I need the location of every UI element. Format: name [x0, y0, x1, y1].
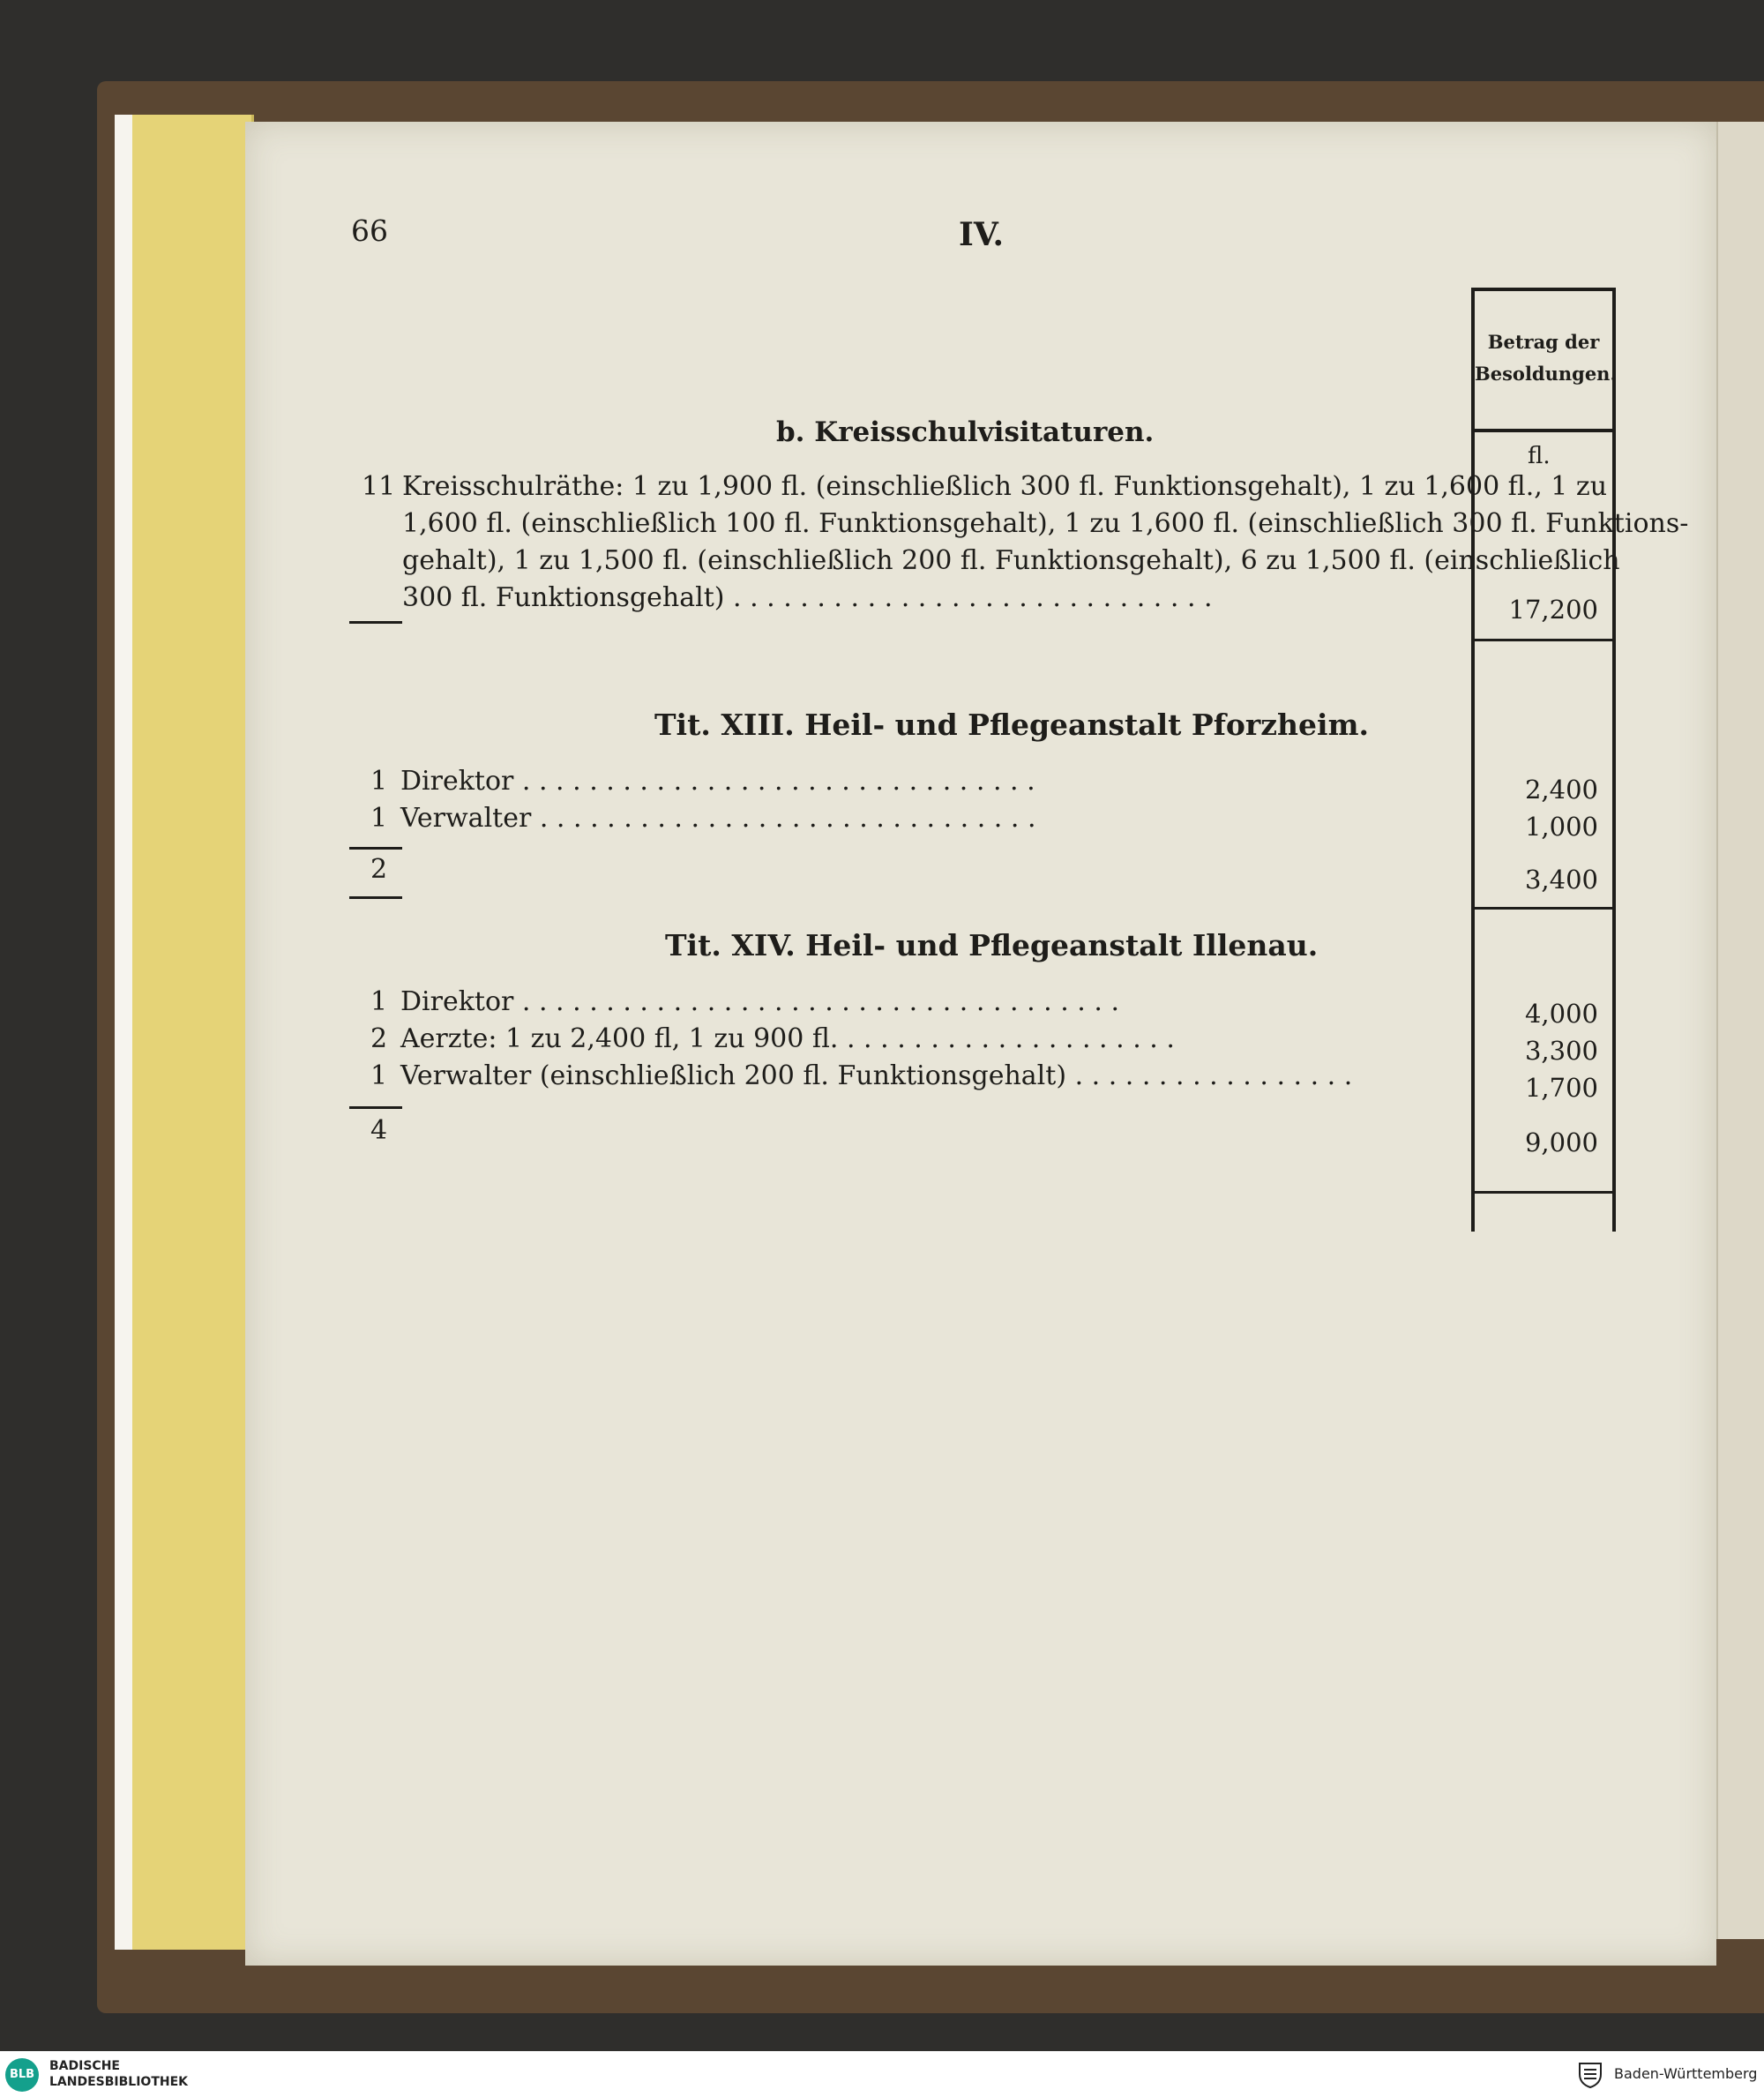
section-b-amount: 17,200	[1508, 595, 1598, 625]
xiv-row-3-label: Verwalter (einschließlich 200 fl. Funktionsgehalt) . . . . . . . . . . . . . . . . .	[400, 1060, 1353, 1091]
page-edge-white	[115, 115, 134, 1950]
section-b-title: b. Kreisschulvisitaturen.	[776, 416, 1155, 448]
facing-page-edge	[1716, 122, 1764, 1939]
xiv-count-rule	[349, 1106, 402, 1109]
column-header-line1: Betrag der	[1487, 331, 1600, 353]
xiv-row-2-count: 2	[370, 1023, 388, 1054]
xiii-row-2-count: 1	[370, 803, 388, 834]
chapter-heading: IV.	[959, 216, 1005, 253]
xiv-row-1-label: Direktor . . . . . . . . . . . . . . . . . . . . . . . . . . . . . . . . . . . .	[400, 986, 1119, 1017]
xiii-row-2-amount: 1,000	[1524, 812, 1598, 842]
state-name: Baden-Württemberg	[1614, 2065, 1758, 2082]
xiv-row-3-amount: 1,700	[1524, 1073, 1598, 1103]
library-name	[49, 2058, 188, 2090]
section-xiii-title: Tit. XIII. Heil- und Pflegeanstalt Pforzheim.	[654, 708, 1369, 742]
xiii-row-1-count: 1	[370, 766, 388, 797]
xiii-count-rule-bottom	[349, 896, 402, 899]
xiii-total-amount: 3,400	[1524, 865, 1598, 895]
currency-unit: fl.	[1528, 443, 1551, 469]
xiii-row-1-label: Direktor . . . . . . . . . . . . . . . . . . . . . . . . . . . . . . .	[400, 766, 1035, 797]
library-name-line1: BADISCHE	[49, 2059, 120, 2073]
page-number: 66	[351, 213, 388, 248]
column-header	[1475, 326, 1617, 390]
xiv-row-2-label: Aerzte: 1 zu 2,400 fl, 1 zu 900 fl. . . . . . . . . . . . . . . . . . . . .	[400, 1023, 1175, 1054]
xiv-total-amount: 9,000	[1524, 1127, 1598, 1157]
xiii-row-2-label: Verwalter . . . . . . . . . . . . . . . . . . . . . . . . . . . . . .	[400, 803, 1036, 834]
xiii-row-1-amount: 2,400	[1524, 775, 1598, 805]
xiv-row-1-count: 1	[370, 986, 388, 1017]
section-b-line-2: 1,600 fl. (einschließlich 100 fl. Funktionsgehalt), 1 zu 1,600 fl. (einschließlich 300 fl. Funktions-	[402, 508, 1689, 539]
section-b-line-4: 300 fl. Funktionsgehalt) . . . . . . . . . . . . . . . . . . . . . . . . . . . . .	[402, 582, 1213, 613]
section-xiv-title: Tit. XIV. Heil- und Pflegeanstalt Illenau.	[665, 928, 1319, 962]
viewer-footer	[0, 2051, 1764, 2097]
xiii-total-count: 2	[370, 854, 388, 885]
section-b-line-1: Kreisschulräthe: 1 zu 1,900 fl. (einschließlich 300 fl. Funktionsgehalt), 1 zu 1,600 fl., 1 zu	[402, 471, 1608, 502]
column-header-line2: Besoldungen.	[1475, 363, 1617, 385]
column-header-divider	[1475, 429, 1612, 432]
page-edges	[132, 115, 254, 1950]
state-crest-icon	[1577, 2060, 1603, 2088]
xiv-row-1-amount: 4,000	[1524, 999, 1598, 1029]
section-b-count: 11	[362, 471, 396, 502]
blb-logo-icon: BLB	[5, 2058, 39, 2092]
xiv-row-3-count: 1	[370, 1060, 388, 1091]
xiii-total-divider	[1475, 907, 1612, 910]
xiii-count-rule-top	[349, 847, 402, 850]
xiv-row-2-amount: 3,300	[1524, 1036, 1598, 1066]
section-b-divider	[1475, 639, 1612, 641]
library-name-line2: LANDESBIBLIOTHEK	[49, 2075, 189, 2089]
section-b-count-rule	[349, 621, 402, 624]
xiv-total-count: 4	[370, 1115, 388, 1146]
xiv-total-divider	[1475, 1191, 1612, 1194]
section-b-line-3: gehalt), 1 zu 1,500 fl. (einschließlich 200 fl. Funktionsgehalt), 6 zu 1,500 fl. (einschließlich	[402, 545, 1620, 576]
